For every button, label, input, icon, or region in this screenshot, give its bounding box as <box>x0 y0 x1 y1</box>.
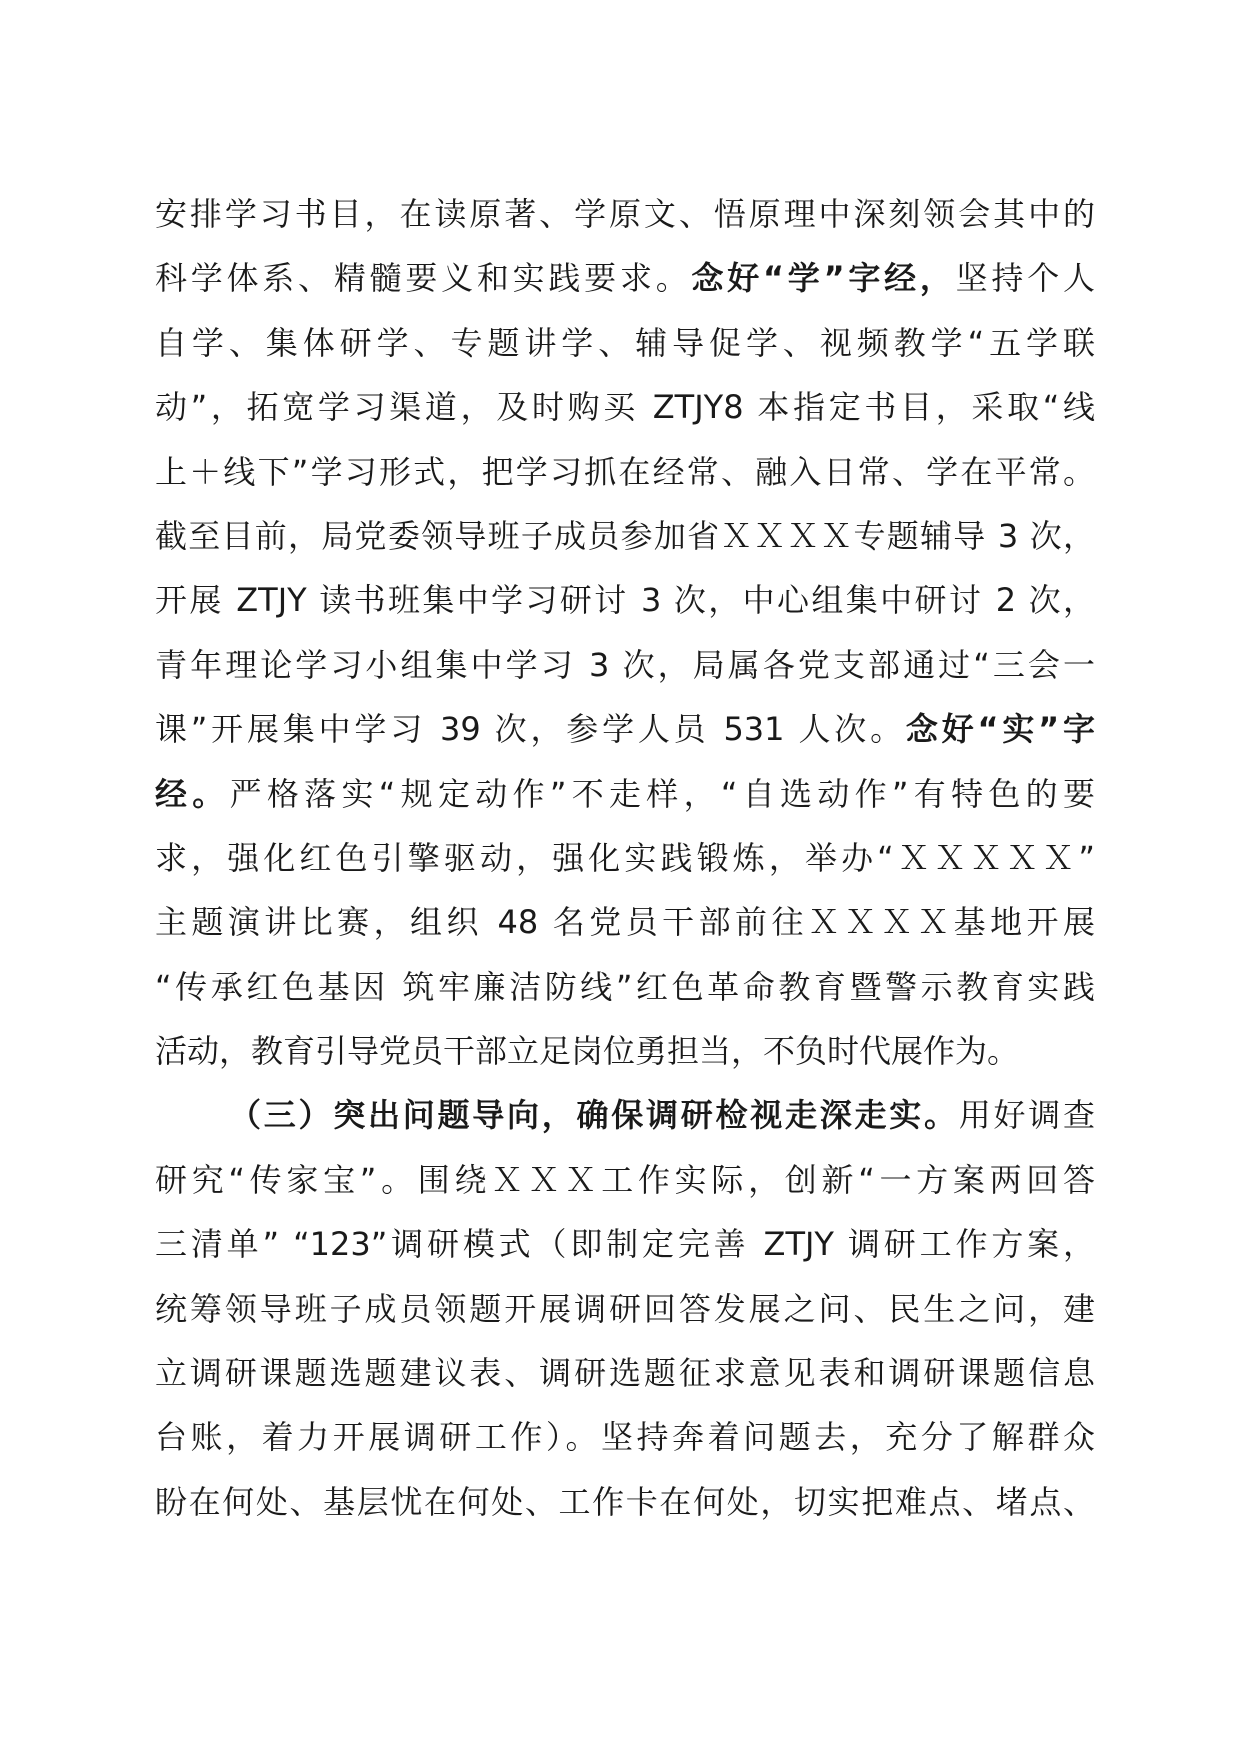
text-run: 台账，着力开展调研工作）。坚持奔着问题去，充分了解群众 <box>155 1418 1095 1457</box>
text-run: 盼在何处、基层忧在何处、工作卡在何处，切实把难点、堵点、 <box>155 1482 1095 1521</box>
text-line <box>155 1083 1095 1147</box>
text-run: 统筹领导班子成员领题开展调研回答发展之问、民生之问，建 <box>155 1289 1095 1328</box>
text-line <box>155 1148 1095 1212</box>
text-line <box>155 762 1095 826</box>
text-line <box>155 1405 1095 1469</box>
text-line <box>155 246 1095 310</box>
text-run: 科学体系、精髓要义和实践要求。 <box>155 259 692 298</box>
text-run: 用好调查 <box>958 1096 1095 1135</box>
text-run: 立调研课题选题建议表、调研选题征求意见表和调研课题信息 <box>155 1354 1095 1393</box>
paragraph-1 <box>155 182 1095 1083</box>
bold-heading-run: 经。 <box>155 774 230 813</box>
text-line <box>155 1277 1095 1341</box>
text-run: 开展 ZTJY 读书班集中学习研讨 3 次，中心组集中研讨 2 次， <box>155 581 1095 620</box>
text-line <box>155 1212 1095 1276</box>
text-line <box>155 826 1095 890</box>
text-run: 自学、集体研学、专题讲学、辅导促学、视频教学“五学联 <box>155 323 1095 362</box>
text-run: 课”开展集中学习 39 次，参学人员 531 人次。 <box>155 710 906 749</box>
text-run: 活动，教育引导党员干部立足岗位勇担当，不负时代展作为。 <box>155 1032 1020 1071</box>
text-line <box>155 568 1095 632</box>
text-line <box>155 955 1095 1019</box>
text-line <box>155 440 1095 504</box>
text-line <box>155 182 1095 246</box>
text-run: 青年理论学习小组集中学习 3 次，局属各党支部通过“三会一 <box>155 645 1095 684</box>
text-run: 安排学习书目，在读原著、学原文、悟原理中深刻领会其中的 <box>155 195 1095 233</box>
text-run: 研究“传家宝”。围绕ＸＸＸ工作实际，创新“一方案两回答 <box>155 1160 1095 1199</box>
text-run: 上＋线下”学习形式，把学习抓在经常、融入日常、学在平常。 <box>155 452 1095 491</box>
text-run: 主题演讲比赛，组织 48 名党员干部前往ＸＸＸＸ基地开展 <box>155 903 1095 942</box>
text-line <box>155 504 1095 568</box>
text-line <box>155 1470 1095 1534</box>
text-run: 严格落实“规定动作”不走样，“自选动作”有特色的要 <box>229 774 1095 813</box>
text-line <box>155 697 1095 761</box>
text-run: 动”，拓宽学习渠道，及时购买 ZTJY8 本指定书目，采取“线 <box>155 388 1095 427</box>
text-run: 截至目前，局党委领导班子成员参加省ＸＸＸＸ专题辅导 3 次， <box>155 516 1095 555</box>
section-heading: （三）突出问题导向，确保调研检视走深走实。 <box>229 1096 959 1135</box>
text-line <box>155 375 1095 439</box>
text-line <box>155 890 1095 954</box>
text-line <box>155 633 1095 697</box>
text-line <box>155 1341 1095 1405</box>
text-run: “传承红色基因 筑牢廉洁防线”红色革命教育暨警示教育实践 <box>155 967 1095 1006</box>
body-text <box>155 182 1095 1534</box>
text-line <box>155 311 1095 375</box>
bold-heading-run: 念好“实”字 <box>905 710 1095 749</box>
text-line <box>155 1019 1095 1083</box>
text-run: 求，强化红色引擎驱动，强化实践锻炼，举办“ＸＸＸＸＸ” <box>155 838 1095 877</box>
text-run: 坚持个人 <box>955 259 1095 298</box>
paragraph-2 <box>155 1083 1095 1534</box>
text-run: 三清单” “123”调研模式（即制定完善 ZTJY 调研工作方案， <box>155 1225 1095 1264</box>
bold-heading-run: 念好“学”字经， <box>691 259 956 298</box>
